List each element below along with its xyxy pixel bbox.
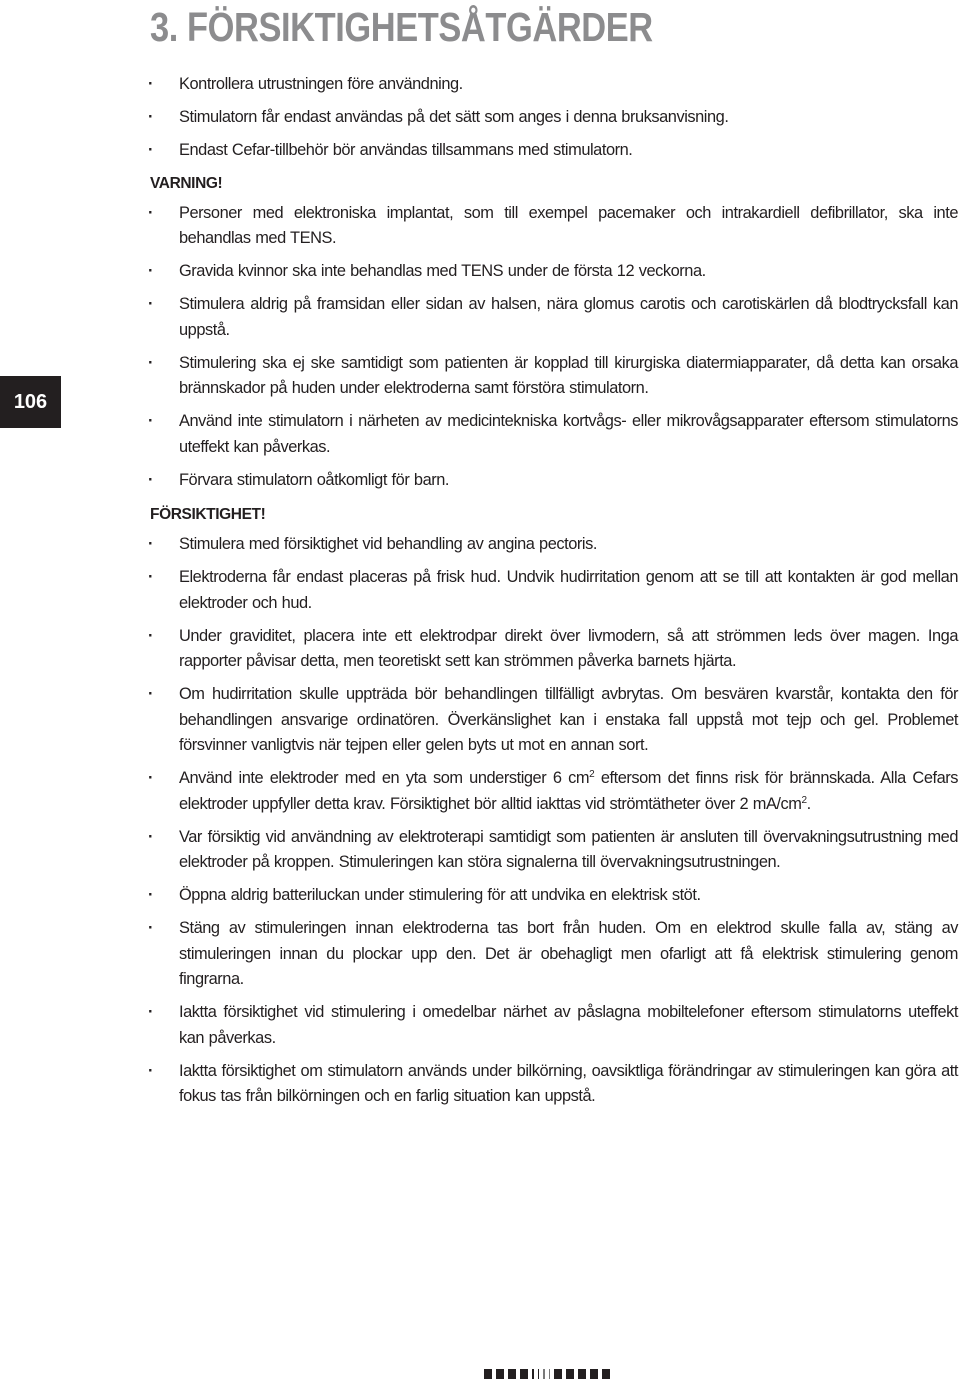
registration-line xyxy=(549,1369,551,1379)
page-title: 3. FÖRSIKTIGHETSÅTGÄRDER xyxy=(150,4,653,50)
caution-heading: FÖRSIKTIGHET! xyxy=(150,506,266,523)
bullet-icon: · xyxy=(148,262,154,280)
list-item-text: Personer med elektroniska implantat, som till exempel pacemaker och intrakardiell defibrillator, ska inte behandlas med TENS. xyxy=(179,203,958,247)
page-number: 106 xyxy=(13,390,48,413)
caution-list xyxy=(148,532,958,1110)
registration-square xyxy=(508,1369,516,1379)
list-item xyxy=(148,1000,958,1051)
list-item xyxy=(148,916,958,993)
list-item-text: Gravida kvinnor ska inte behandlas med TENS under de första 12 veckorna. xyxy=(179,262,706,280)
list-item xyxy=(148,409,958,460)
superscript: 2 xyxy=(801,794,807,806)
list-item-text: Stimulera med försiktighet vid behandling av angina pectoris. xyxy=(179,535,597,553)
general-list xyxy=(148,72,958,164)
bullet-icon: · xyxy=(148,685,154,703)
list-item-text: Var försiktig vid användning av elektroterapi samtidigt som patienten är ansluten till övervakningsutrustning med elektroder på kroppen. Stimuleringen kan störa signalerna till övervakningsutrustningen. xyxy=(179,827,958,871)
content xyxy=(148,72,958,1110)
list-item xyxy=(148,72,958,98)
list-item-text: Om hudirritation skulle uppträda bör behandlingen tillfälligt avbrytas. Om besvären kvarstår, kontakta den för behandlingen ansvarige ordinatören. Överkänslighet kan i enstaka fall uppstå mot tejp och gel. Problemet försvinner vanligtvis när tejpen eller gelen byts ut mot en annan sort. xyxy=(179,685,958,754)
registration-line xyxy=(538,1369,540,1379)
print-registration-mark xyxy=(484,1368,610,1380)
list-item xyxy=(148,468,958,494)
warning-heading: VARNING! xyxy=(150,174,223,192)
registration-square xyxy=(484,1369,492,1379)
bullet-icon: · xyxy=(148,412,154,430)
list-item-text: Stimulatorn får endast användas på det sätt som anges i denna bruksanvisning. xyxy=(179,108,729,126)
list-item xyxy=(148,1059,958,1110)
list-item xyxy=(148,201,958,252)
warning-list xyxy=(148,201,958,494)
list-item-text: Använd inte stimulatorn i närheten av medicintekniska kortvågs- eller mikrovågsapparater eftersom stimulatorns uteffekt kan påverkas. xyxy=(179,412,958,456)
list-item-text xyxy=(179,769,958,813)
bullet-icon: · xyxy=(148,203,154,222)
list-item xyxy=(148,825,958,876)
list-item-text: Öppna aldrig batteriluckan under stimulering för att undvika en elektrisk stöt. xyxy=(179,886,701,904)
superscript: 2 xyxy=(589,769,595,780)
list-item-text: Kontrollera utrustningen före användning. xyxy=(179,75,463,93)
bullet-icon: · xyxy=(148,626,154,645)
list-item-text: Iaktta försiktighet om stimulatorn används under bilkörning, oavsiktliga förändringar av stimuleringen kan göra att fokus tas från bilkörningen och en farlig situation kan uppstå. xyxy=(179,1061,958,1105)
text-fragment: . xyxy=(806,794,811,813)
registration-square xyxy=(496,1369,504,1379)
list-item xyxy=(148,351,958,402)
registration-square xyxy=(602,1369,610,1379)
list-item-text: Endast Cefar-tillbehör bör användas tillsammans med stimulatorn. xyxy=(179,141,633,159)
registration-square xyxy=(520,1369,528,1379)
list-item xyxy=(148,532,958,558)
bullet-icon: · xyxy=(148,353,154,372)
list-item xyxy=(148,883,958,909)
list-item-text: Förvara stimulatorn oåtkomligt för barn. xyxy=(179,470,450,489)
bullet-icon: · xyxy=(148,75,154,93)
registration-square xyxy=(590,1369,598,1379)
registration-line xyxy=(543,1369,545,1379)
text-fragment: Använd inte elektroder med en yta som understiger 6 cm xyxy=(179,769,590,787)
list-item xyxy=(148,105,958,131)
registration-square xyxy=(554,1369,562,1379)
registration-square xyxy=(578,1369,586,1379)
bullet-icon: · xyxy=(148,1003,154,1021)
page-number-tab xyxy=(0,376,61,428)
text-fragment: eftersom det finns risk för brännskada. Alla Cefars elektroder uppfyller detta krav. Försiktighet bör alltid iakttas vid strömtätheter över 2 mA/cm xyxy=(179,769,959,813)
bullet-icon: · xyxy=(148,886,154,904)
list-item xyxy=(148,624,958,675)
list-item xyxy=(148,565,958,616)
list-item-text: Stimulering ska ej ske samtidigt som patienten är kopplad till kirurgiska diatermiapparater, då detta kan orsaka brännskador på huden under elektroderna samt förstöra stimulatorn. xyxy=(179,353,958,397)
bullet-icon: · xyxy=(148,535,154,553)
registration-line xyxy=(532,1369,534,1379)
list-item xyxy=(148,259,958,285)
bullet-icon: · xyxy=(148,827,154,846)
bullet-icon: · xyxy=(148,295,154,313)
registration-square xyxy=(566,1369,574,1379)
list-item-text: Stäng av stimuleringen innan elektroderna tas bort från huden. Om en elektrod skulle falla av, stäng av stimuleringen innan du plockar upp den. Det är obehagligt men ofarligt att få elektrisk stimulering genom fingrarna. xyxy=(179,919,958,988)
bullet-icon: · xyxy=(148,769,154,787)
list-item xyxy=(148,138,958,164)
list-item-text: Iaktta försiktighet vid stimulering i omedelbar närhet av påslagna mobiltelefoner eftersom stimulatorns uteffekt kan påverkas. xyxy=(179,1003,958,1047)
list-item-text: Stimulera aldrig på framsidan eller sidan av halsen, nära glomus carotis och carotiskärlen då blodtrycksfall kan uppstå. xyxy=(179,295,958,339)
list-item xyxy=(148,292,958,343)
list-item xyxy=(148,766,958,817)
bullet-icon: · xyxy=(148,919,154,937)
list-item xyxy=(148,682,958,759)
bullet-icon: · xyxy=(148,470,154,489)
bullet-icon: · xyxy=(148,568,154,586)
bullet-icon: · xyxy=(148,141,154,159)
bullet-icon: · xyxy=(148,108,154,126)
bullet-icon: · xyxy=(148,1061,154,1080)
list-item-text: Under graviditet, placera inte ett elektrodpar direkt över livmodern, så att strömmen leds över magen. Inga rapporter påvisar detta, men teoretiskt sett kan strömmen påverka barnets hjärta. xyxy=(179,626,958,670)
list-item-text: Elektroderna får endast placeras på frisk hud. Undvik hudirritation genom att se till att kontakten är god mellan elektroder och hud. xyxy=(179,568,958,612)
